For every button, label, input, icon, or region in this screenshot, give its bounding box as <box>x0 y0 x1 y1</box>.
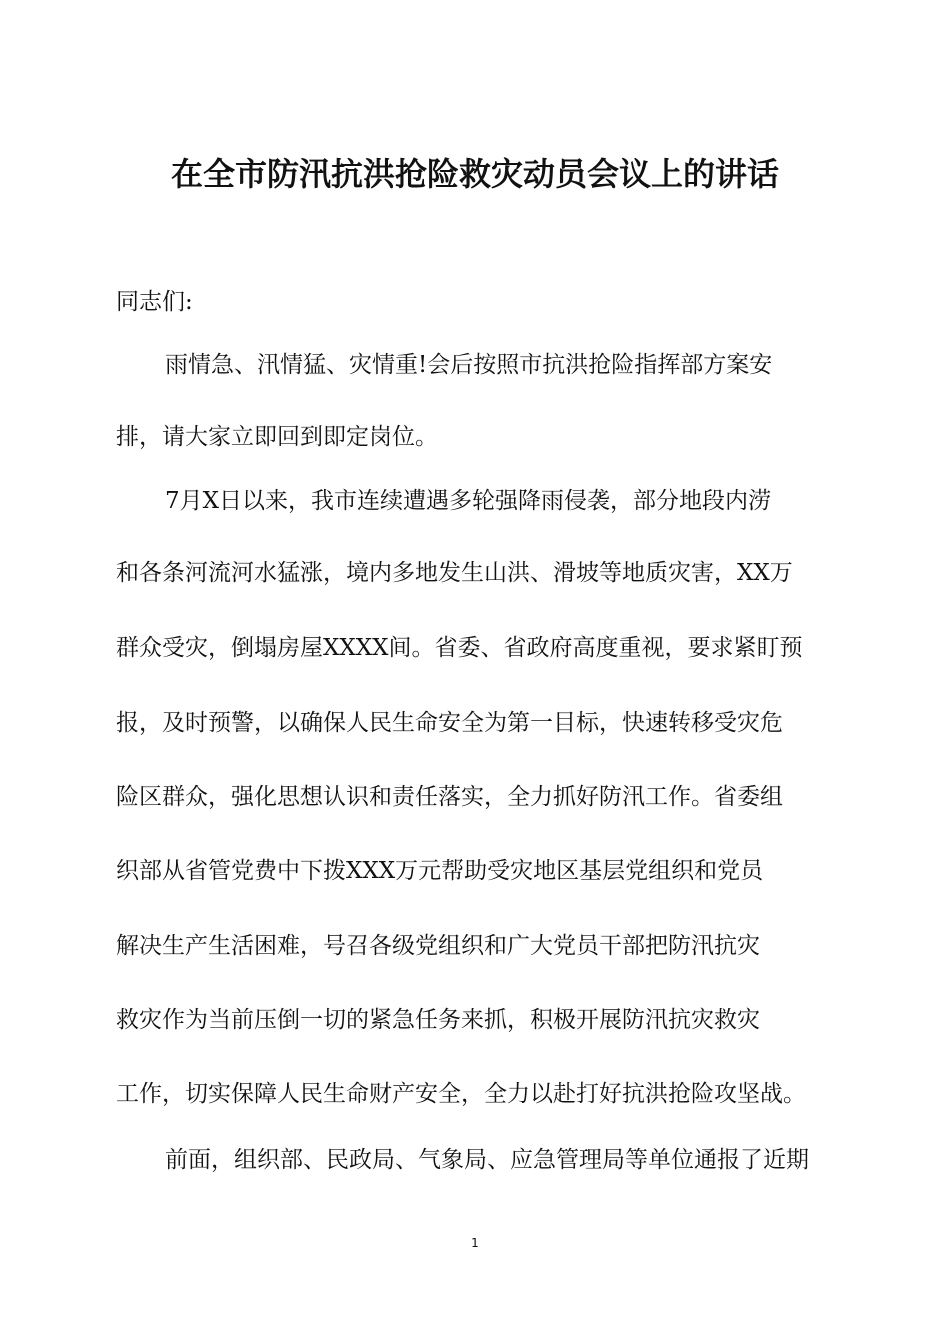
body-line-12: 前面，组织部、民政局、气象局、应急管理局等单位通报了近期 <box>165 1147 809 1173</box>
body-line-7: 险区群众，强化思想认识和责任落实，全力抓好防汛工作。省委组 <box>116 784 783 810</box>
salutation: 同志们: <box>116 289 193 315</box>
body-line-2: 排，请大家立即回到即定岗位。 <box>116 424 438 450</box>
body-line-3: 7月X日以来，我市连续遭遇多轮强降雨侵袭，部分地段内涝 <box>165 488 772 514</box>
page-number: 1 <box>471 1236 479 1250</box>
document-title: 在全市防汛抗洪抢险救灾动员会议上的讲话 <box>170 155 779 193</box>
body-line-1: 雨情急、汛情猛、灾情重!会后按照市抗洪抢险指挥部方案安 <box>165 352 773 378</box>
body-line-8: 织部从省管党费中下拨XXX万元帮助受灾地区基层党组织和党员 <box>116 858 764 884</box>
body-line-4: 和各条河流河水猛涨，境内多地发生山洪、滑坡等地质灾害，XX万 <box>116 560 793 586</box>
body-line-11: 工作，切实保障人民生命财产安全，全力以赴打好抗洪抢险攻坚战。 <box>116 1081 806 1107</box>
body-line-10: 救灾作为当前压倒一切的紧急任务来抓，积极开展防汛抗灾救灾 <box>116 1007 760 1033</box>
body-line-5: 群众受灾，倒塌房屋XXXX间。省委、省政府高度重视，要求紧盯预 <box>116 635 803 661</box>
body-line-6: 报，及时预警，以确保人民生命安全为第一目标，快速转移受灾危 <box>116 710 783 736</box>
body-line-9: 解决生产生活困难，号召各级党组织和广大党员干部把防汛抗灾 <box>116 933 760 959</box>
